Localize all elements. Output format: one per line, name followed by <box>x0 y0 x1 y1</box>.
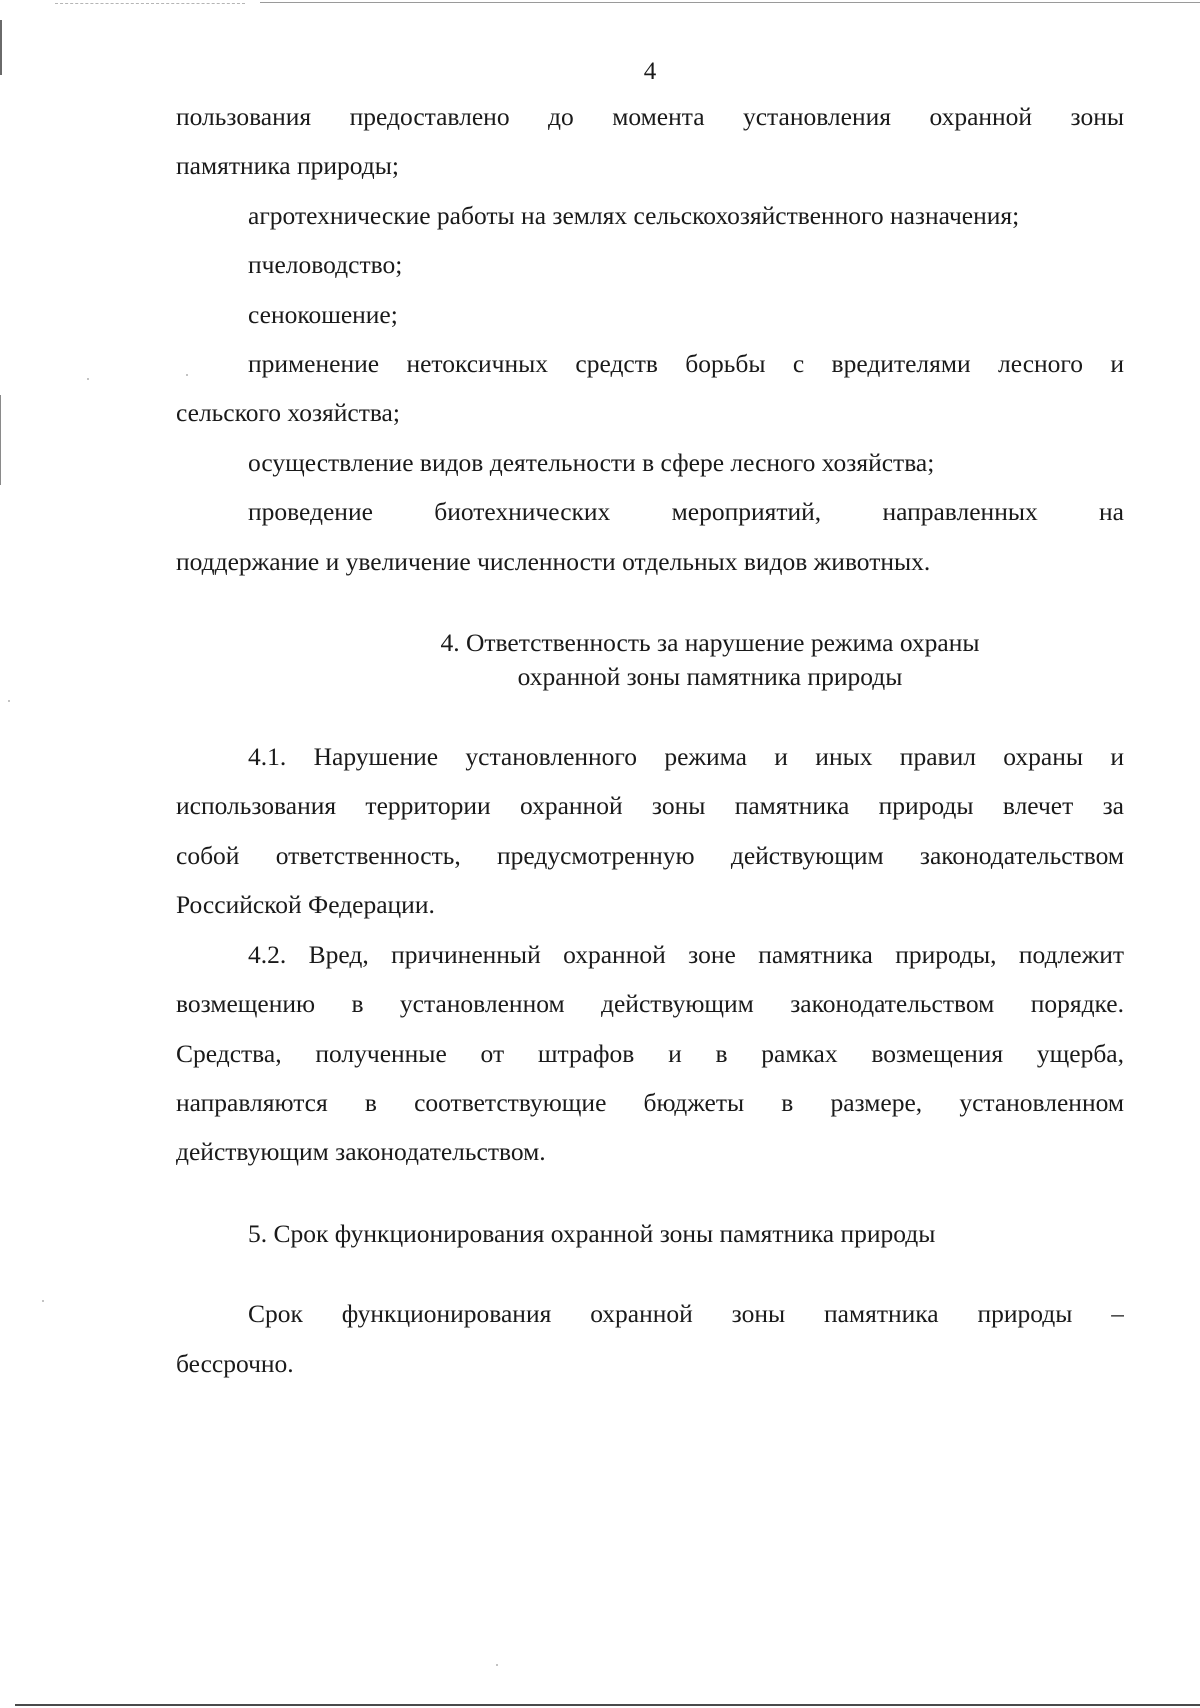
text-line: пчеловодство; <box>248 250 403 279</box>
text-line: 4.1. Нарушение установленного режима и иных правил охраны и <box>248 742 1124 771</box>
text-line: Российской Федерации. <box>176 890 435 919</box>
text-line: сенокошение; <box>248 300 398 329</box>
text-line: использования территории охранной зоны памятника природы влечет за <box>176 791 1124 820</box>
scan-speck <box>42 1300 44 1302</box>
section-heading: 5. Срок функционирования охранной зоны памятника природы <box>248 1219 936 1248</box>
text-line: действующим законодательством. <box>176 1137 546 1166</box>
text-line: памятника природы; <box>176 151 399 180</box>
scan-speck <box>186 374 188 376</box>
text-line: сельского хозяйства; <box>176 398 400 427</box>
text-line: возмещению в установленном действующим законодательством порядке. <box>176 989 1124 1018</box>
page-number: 4 <box>643 58 657 85</box>
text-line: Срок функционирования охранной зоны памятника природы – <box>248 1299 1124 1328</box>
section-heading: охранной зоны памятника природы <box>517 662 903 691</box>
text-line: направляются в соответствующие бюджеты в размере, установленном <box>176 1088 1124 1117</box>
scan-edge-mark <box>0 395 1 485</box>
section-heading: 4. Ответственность за нарушение режима охраны <box>440 628 980 657</box>
text-line: собой ответственность, предусмотренную действующим законодательством <box>176 841 1124 870</box>
scan-edge-mark <box>15 1704 1200 1706</box>
text-line: проведение биотехнических мероприятий, направленных на <box>248 497 1124 526</box>
text-line: применение нетоксичных средств борьбы с вредителями лесного и <box>248 349 1124 378</box>
text-line: 4.2. Вред, причиненный охранной зоне памятника природы, подлежит <box>248 940 1124 969</box>
text-line: бессрочно. <box>176 1349 294 1378</box>
text-line: Средства, полученные от штрафов и в рамках возмещения ущерба, <box>176 1039 1124 1068</box>
text-line: пользования предоставлено до момента установления охранной зоны <box>176 102 1124 131</box>
scan-speck <box>87 378 89 380</box>
scan-speck <box>496 1664 498 1666</box>
text-line: агротехнические работы на землях сельскохозяйственного назначения; <box>248 201 1020 230</box>
text-line: поддержание и увеличение численности отдельных видов животных. <box>176 547 931 576</box>
scan-edge-mark <box>55 3 245 4</box>
scan-speck <box>8 700 10 702</box>
text-line: осуществление видов деятельности в сфере лесного хозяйства; <box>248 448 935 477</box>
scan-edge-mark <box>260 2 1200 3</box>
